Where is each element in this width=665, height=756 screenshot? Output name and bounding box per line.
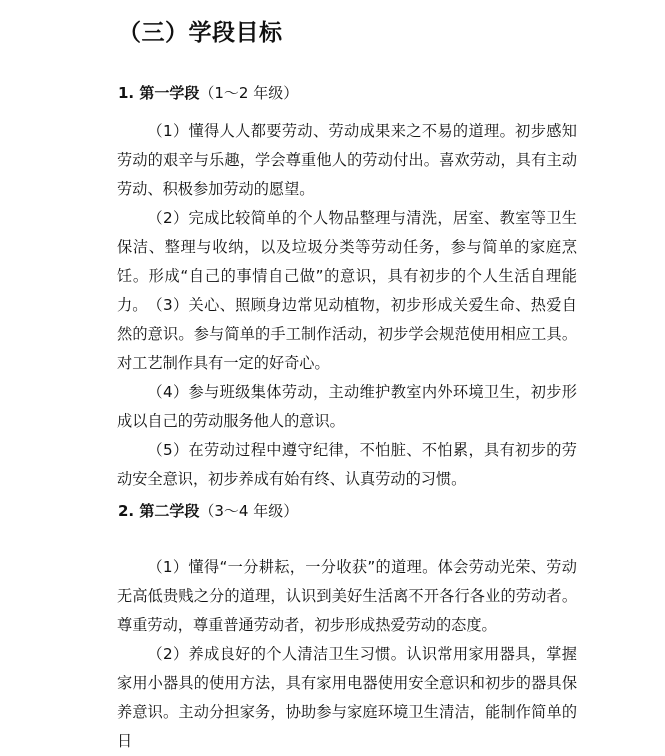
stage-1-item-5: （5）在劳动过程中遵守纪律，不怕脏、不怕累，具有初步的劳动安全意识，初步养成有始有终、认真劳动的习惯。 — [117, 441, 577, 488]
stage-2-heading — [118, 500, 298, 521]
stage-2-range: （3～4 年级） — [199, 502, 299, 520]
stage-1-item-3: （3）关心、照顾身边常见动植物，初步形成关爱生命、热爱自然的意识。参与简单的手工制作活动，初步学会规范使用相应工具。对工艺制作具有一定的好奇心。 — [117, 296, 577, 372]
stage-1-heading — [118, 82, 298, 103]
stage-1-range: （1～2 年级） — [199, 84, 299, 102]
stage-1-label: 1. 第一学段 — [118, 84, 200, 102]
stage-2-item-2: （2）养成良好的个人清洁卫生习惯。认识常用家用器具，掌握家用小器具的使用方法，具有家用电器使用安全意识和初步的器具保养意识。主动分担家务，协助参与家庭环境卫生清洁，能制作简单的日 — [117, 645, 577, 750]
stage-2-label: 2. 第二学段 — [118, 502, 200, 520]
stage-1-item-1: （1）懂得人人都要劳动、劳动成果来之不易的道理。初步感知劳动的艰辛与乐趣，学会尊重他人的劳动付出。喜欢劳动，具有主动劳动、积极参加劳动的愿望。 — [117, 122, 577, 198]
stage-1-item-2: （2）完成比较简单的个人物品整理与清洗，居室、教室等卫生保洁、整理与收纳，以及垃圾分类等劳动任务，参与简单的家庭烹饪。形成“自己的事情自己做”的意识，具有初步的个人生活自理能力。 — [117, 209, 577, 314]
stage-2-item-1: （1）懂得“一分耕耘，一分收获”的道理。体会劳动光荣、劳动无高低贵贱之分的道理，认识到美好生活离不开各行各业的劳动者。尊重劳动，尊重普通劳动者，初步形成热爱劳动的态度。 — [117, 558, 577, 634]
section-title: （三）学段目标 — [118, 20, 283, 46]
stage-1-item-4: （4）参与班级集体劳动，主动维护教室内外环境卫生，初步形成以自己的劳动服务他人的意识。 — [117, 383, 577, 430]
